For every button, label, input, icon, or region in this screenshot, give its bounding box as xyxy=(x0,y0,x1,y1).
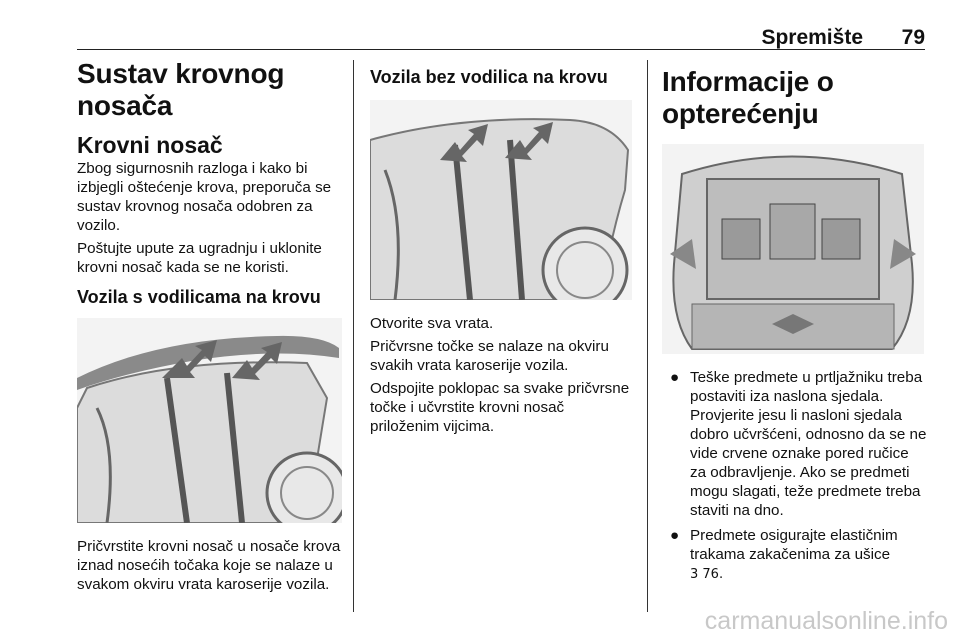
list-item xyxy=(662,526,928,584)
chapter-title: Sustav krovnog nosača xyxy=(77,58,285,121)
mounting-points-paragraph: Pričvrsne točke se nalaze na okviru svakih vrata karoserije vozila. xyxy=(370,338,609,374)
column-1 xyxy=(77,58,342,594)
open-doors-step: Otvorite sva vrata. xyxy=(370,315,494,332)
column-2 xyxy=(370,58,632,436)
column-divider-1 xyxy=(353,60,354,612)
bullet-text: Teške predmete u prtljažniku treba postaviti iza naslona sjedala. Provjerite jesu li nasloni sjedala dobro učvršćeni, odnosno da se ne vide crvene oznake pored ručice za odbravljenje. Ako se predmeti mogu slagati, teže predmete treba staviti na dno. xyxy=(690,369,927,519)
page-number: 79 xyxy=(901,26,925,49)
header-title: Spremište xyxy=(761,26,863,49)
instruction-paragraph: Poštujte upute za ugradnju i uklonite krovni nosač kada se ne koristi. xyxy=(77,240,322,276)
header-rule xyxy=(77,49,925,50)
bullet-marker: ● xyxy=(670,527,680,544)
bullet-text: Predmete osigurajte elastičnim trakama zakačenima za ušice xyxy=(690,527,898,563)
trunk-loading-illustration xyxy=(662,144,924,354)
section-title: Krovni nosač xyxy=(77,132,223,158)
site-watermark: carmanualsonline.info xyxy=(704,607,948,635)
column-divider-2 xyxy=(647,60,648,612)
bullet-marker: ● xyxy=(670,369,680,386)
section-title: Informacije o opterećenju xyxy=(662,66,834,129)
subsection-heading: Vozila s vodilicama na krovu xyxy=(77,287,321,307)
illustration-caption: Pričvrstite krovni nosač u nosače krova iznad nosećih točaka koje se nalaze u svakom okviru vrata karoserije vozila. xyxy=(77,538,341,593)
page-reference-link[interactable]: 3 76. xyxy=(690,567,724,582)
intro-paragraph: Zbog sigurnosnih razloga i kako bi izbjegli oštećenje krova, preporuča se sustav krovnog nosača odobren za vozilo. xyxy=(77,160,332,234)
loading-bullet-list xyxy=(662,368,928,584)
subsection-heading: Vozila bez vodilica na krovu xyxy=(370,67,608,87)
page-header xyxy=(77,0,925,50)
column-3 xyxy=(662,58,928,584)
roof-rails-illustration xyxy=(77,318,342,523)
attach-roof-rack-paragraph: Odspojite poklopac sa svake pričvrsne točke i učvrstite krovni nosač priloženim vijcima. xyxy=(370,380,630,435)
list-item xyxy=(662,368,928,520)
no-rails-illustration xyxy=(370,100,632,300)
